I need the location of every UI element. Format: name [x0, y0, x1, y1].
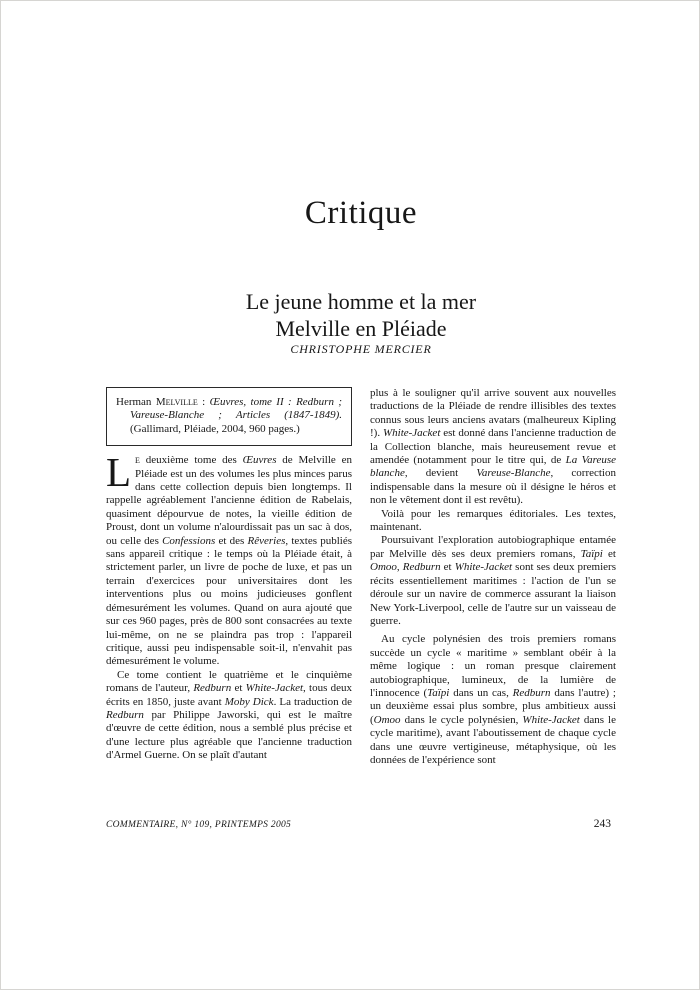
- section-title: Critique: [304, 195, 418, 232]
- article-title-line2: Melville en Pléiade: [275, 316, 447, 342]
- paragraph: Voilà pour les remarques éditoriales. Les textes, maintenant.: [370, 507, 616, 534]
- footer-page-number: 243: [593, 818, 611, 830]
- paragraph: Le deuxième tome des Œuvres de Melville en Pléiade est un des volumes les plus minces parus dans cette collection depuis bien longtemps. Il rappelle agréablement l'ancienne édition de Rabelais, quasiment dépourvue de notes, la vieille édition de Proust, dont un volume n'alourdissait pas un sac à dos, ou celle des Confessions et des Rêveries, textes publiés sans appareil critique : le temps où la Pléiade était, à strictement parler, un livre de poche de luxe, et pas un terrain d'exercices pour universitaires dont les interventions plus ou moins judicieuses gonflent démesurément les volumes. Quand on aura ajouté que sur ces 960 pages, près de 800 sont consacrées au texte lui-même, on ne se plaindra pas trop : l'appareil critique, aussi peu indispensable soit-il, n'envahit pas démesurément le volume.: [106, 449, 352, 668]
- author-name: CHRISTOPHE MERCIER: [290, 342, 432, 356]
- paragraph: Ce tome contient le quatrième et le cinquième romans de l'auteur, Redburn et White-Jacket, tous deux écrits en 1850, juste avant Moby Dick. La traduction de Redburn par Philippe Jaworski, qui est le maître d'œuvre de cette édition, nous a semblé plus précise et d'une lecture plus agréable que l'ancienne traduction d'Armel Guerne. On se plaît d'autant: [106, 668, 352, 762]
- left-column: [106, 387, 352, 767]
- footer-journal-line: COMMENTAIRE, N° 109, PRINTEMPS 2005: [106, 820, 292, 830]
- article-title-line1: Le jeune homme et la mer: [245, 289, 477, 315]
- citation-box: [106, 387, 352, 446]
- article-title: [106, 288, 616, 342]
- paragraph: Poursuivant l'exploration autobiographique entamée par Melville dès ses deux premiers romans, Taïpi et Omoo, Redburn et White-Jacket sont ses deux premiers récits essentiellement maritimes : l'action de l'un se déroule sur un navire de commerce assurant la liaison New York-Liverpool, celle de l'autre sur un vaisseau de guerre.: [370, 534, 616, 627]
- right-column: [370, 387, 616, 767]
- citation-text: Herman Melville : Œuvres, tome II : Redburn ; Vareuse-Blanche ; Articles (1847-1849). (Gallimard, Pléiade, 2004, 960 pages.): [116, 396, 343, 435]
- paragraph: Au cycle polynésien des trois premiers romans succède un cycle « maritime » semblant obéir à la même logique : un roman presque clairement autobiographique, lumineux, de la lumière de l'innocence (Taïpi dans un cas, Redburn dans l'autre) ; un deuxième essai plus sombre, plus ambitieux aussi (Omoo dans le cycle polynésien, White-Jacket dans le cycle maritime), avant l'aboutissement de chaque cycle dans une œuvre vertigineuse, métaphysique, où les données de l'expérience sont: [370, 633, 616, 766]
- article-body: [106, 387, 616, 767]
- paragraph: plus à le souligner qu'il arrive souvent aux nouvelles traductions de la Pléiade de rendre illisibles des textes connus sous leurs anciens avatars (malheureux Kipling !). White-Jacket est donné dans l'ancienne traduction de la Collection blanche, mais heureusement revue et amendée (notamment pour le titre qui, de La Vareuse blanche, devient Vareuse-Blanche, correction indispensable dans la mesure où il désigne le héros et non le vêtement dont il est revêtu).: [370, 387, 617, 507]
